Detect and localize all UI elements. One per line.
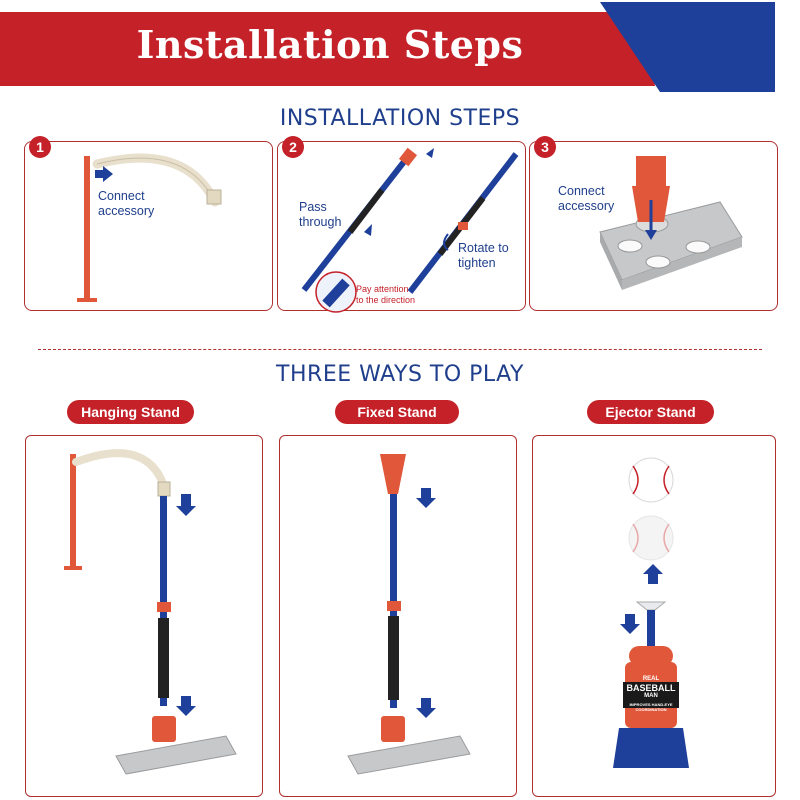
product-print-line1: REAL bbox=[642, 676, 660, 682]
product-print bbox=[621, 676, 681, 712]
step-2-label-rotate: Rotate to tighten bbox=[458, 241, 509, 270]
step-1-illustration bbox=[25, 142, 272, 310]
fixed-stand-card bbox=[279, 435, 517, 797]
hanging-stand-illustration bbox=[26, 436, 262, 796]
step-3-card bbox=[529, 141, 778, 311]
ejector-stand-illustration bbox=[533, 436, 775, 796]
step-2-card bbox=[277, 141, 526, 311]
installation-heading: INSTALLATION STEPS bbox=[279, 106, 521, 131]
step-1-label: Connect accessory bbox=[98, 189, 155, 218]
hanging-stand-card bbox=[25, 435, 263, 797]
section-divider bbox=[38, 349, 762, 350]
product-print-line5: COORDINATION bbox=[635, 707, 667, 712]
mode-label-fixed: Fixed Stand bbox=[335, 400, 459, 424]
fixed-stand-illustration bbox=[280, 436, 516, 796]
ejector-stand-card bbox=[532, 435, 776, 797]
step-2-number: 2 bbox=[282, 136, 304, 158]
play-heading: THREE WAYS TO PLAY bbox=[276, 362, 524, 387]
mode-label-ejector: Ejector Stand bbox=[587, 400, 714, 424]
step-2-direction-note: Pay attention to the direction bbox=[356, 284, 416, 305]
product-print-line4: IMPROVES HAND-EYE bbox=[629, 702, 673, 707]
step-3-label: Connect accessory bbox=[558, 184, 615, 213]
product-print-line2: BASEBALL bbox=[626, 683, 676, 693]
step-3-illustration bbox=[530, 142, 777, 310]
step-1-number: 1 bbox=[29, 136, 51, 158]
mode-label-hanging: Hanging Stand bbox=[67, 400, 194, 424]
page-title: Installation Steps bbox=[136, 22, 524, 67]
header-banner bbox=[0, 0, 800, 98]
step-2-label-pass: Pass through bbox=[299, 200, 342, 229]
step-1-card bbox=[24, 141, 273, 311]
product-print-line3: MAN bbox=[644, 693, 658, 699]
step-3-number: 3 bbox=[534, 136, 556, 158]
